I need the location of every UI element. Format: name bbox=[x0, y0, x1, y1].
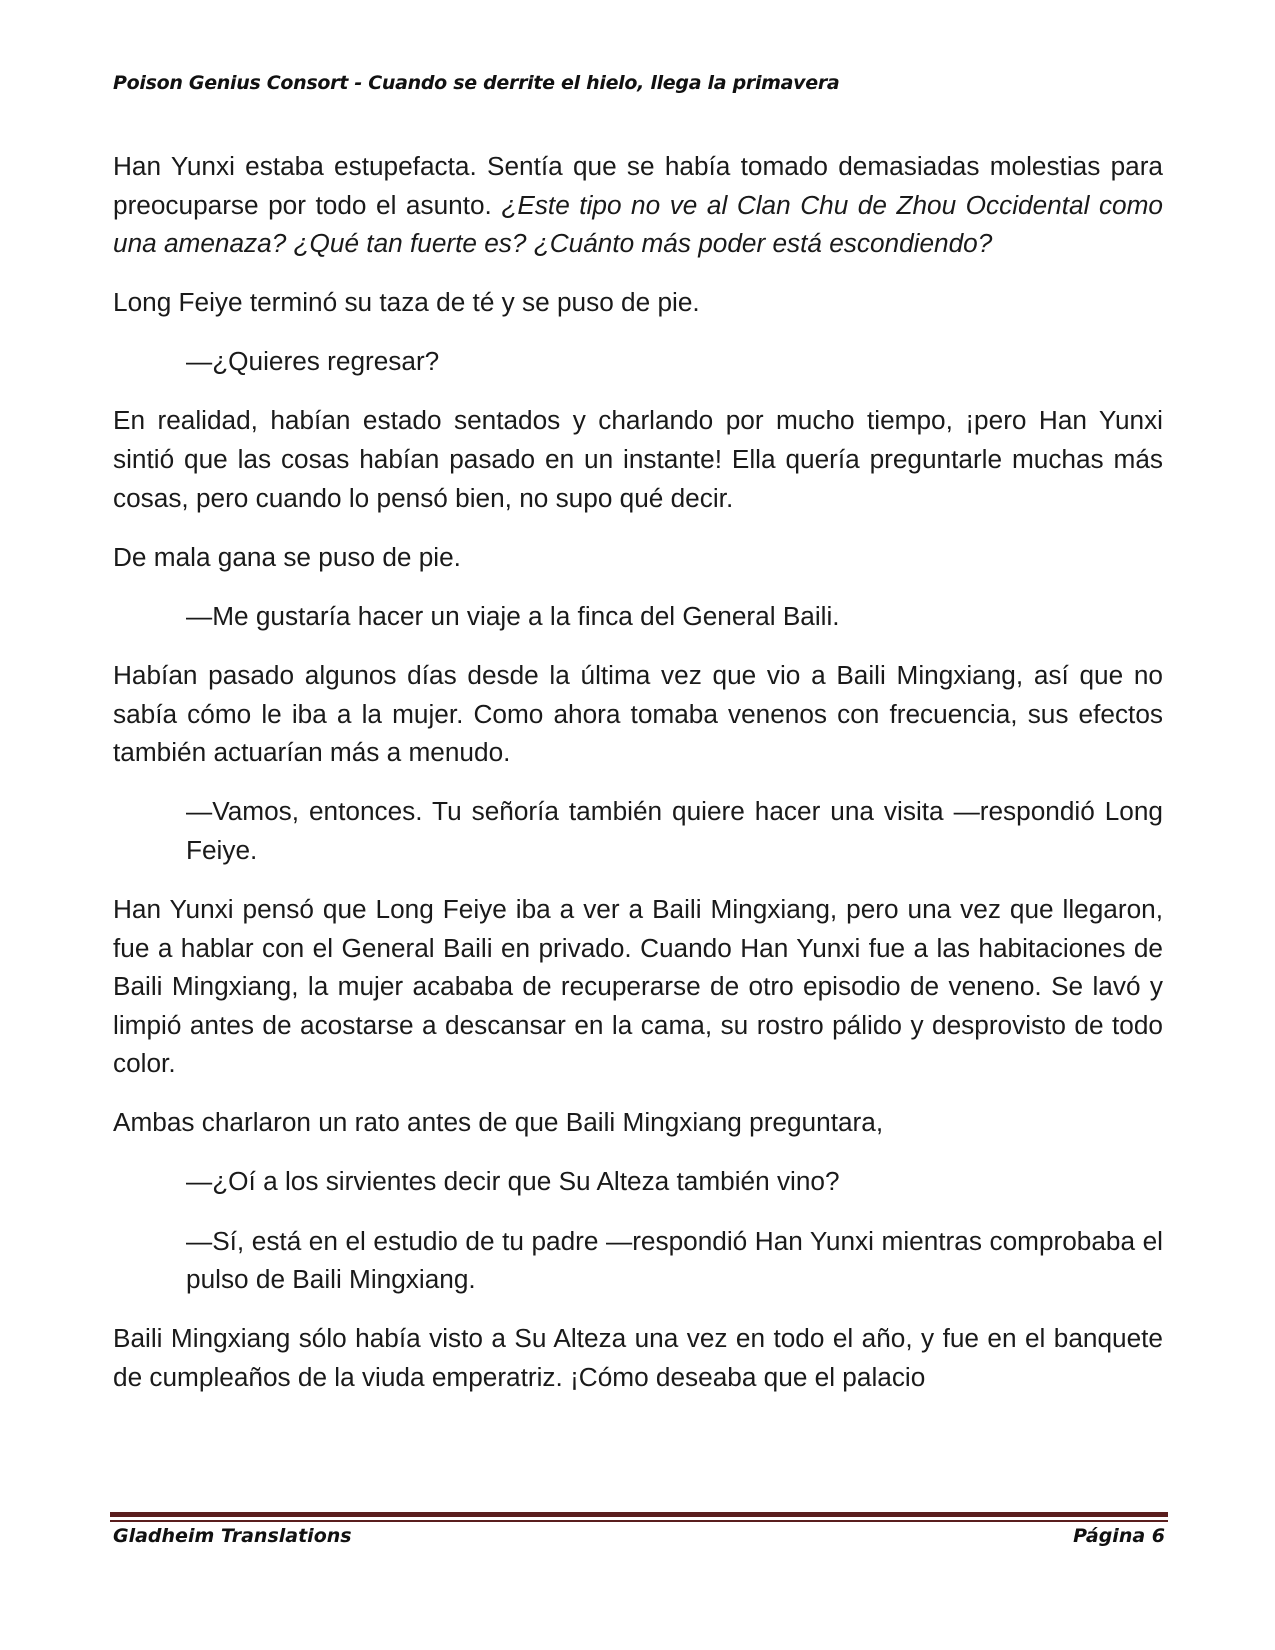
dialog-line: —¿Oí a los sirvientes decir que Su Alteza también vino? bbox=[186, 1166, 840, 1197]
paragraph: Han Yunxi pensó que Long Feiye iba a ver a Baili Mingxiang, pero una vez que llegaron, fue a hablar con el General Baili en privado. Cuando Han Yunxi fue a las habitaciones de Baili Mingxiang, la mujer acababa de recuperarse de otro episodio de veneno. Se lavó y limpió antes de acostarse a descansar en la cama, su rostro pálido y desprovisto de todo color. bbox=[113, 893, 1163, 1079]
paragraph: En realidad, habían estado sentados y charlando por mucho tiempo, ¡pero Han Yunxi sintió que las cosas habían pasado en un instante! Ella quería preguntarle muchas más cosas, pero cuando lo pensó bien, no supo qué decir. bbox=[113, 405, 1163, 513]
paragraph: De mala gana se puso de pie. bbox=[113, 541, 461, 572]
paragraph-text: Han Yunxi estaba estupefacta. Sentía que se había tomado demasiadas molestias para preocuparse por todo el asunto. bbox=[113, 151, 1163, 220]
footer-divider-thick bbox=[110, 1512, 1168, 1517]
paragraph: Habían pasado algunos días desde la última vez que vio a Baili Mingxiang, así que no sabía cómo le iba a la mujer. Como ahora tomaba venenos con frecuencia, sus efectos también actuarían más a menudo. bbox=[113, 659, 1163, 768]
footer-publisher: Gladheim Translations bbox=[113, 1525, 352, 1547]
dialog-line: —Vamos, entonces. Tu señoría también quiere hacer una visita —respondió Long Feiye. bbox=[186, 796, 1163, 865]
page-body bbox=[113, 147, 1163, 1396]
paragraph: Ambas charlaron un rato antes de que Baili Mingxiang preguntara, bbox=[113, 1107, 884, 1138]
footer-divider-thin bbox=[110, 1520, 1168, 1522]
paragraph bbox=[113, 147, 1163, 263]
paragraph: Baili Mingxiang sólo había visto a Su Alteza una vez en todo el año, y fue en el banquete de cumpleaños de la viuda emperatriz. ¡Cómo deseaba que el palacio bbox=[113, 1323, 1163, 1392]
page-header-title: Poison Genius Consort - Cuando se derrite el hielo, llega la primavera bbox=[113, 72, 840, 94]
dialog-line: —Sí, está en el estudio de tu padre —respondió Han Yunxi mientras comprobaba el pulso de Baili Mingxiang. bbox=[186, 1225, 1163, 1295]
footer-page-number: Página 6 bbox=[1073, 1525, 1165, 1547]
paragraph: Long Feiye terminó su taza de té y se puso de pie. bbox=[113, 287, 700, 318]
dialog-line: —Me gustaría hacer un viaje a la finca del General Baili. bbox=[186, 600, 840, 631]
paragraph-italic-thought: ¿Este tipo no ve al Clan Chu de Zhou Occidental como una amenaza? ¿Qué tan fuerte es? ¿Cuánto más poder está escondiendo? bbox=[113, 189, 1163, 259]
dialog-line: —¿Quieres regresar? bbox=[186, 346, 440, 377]
